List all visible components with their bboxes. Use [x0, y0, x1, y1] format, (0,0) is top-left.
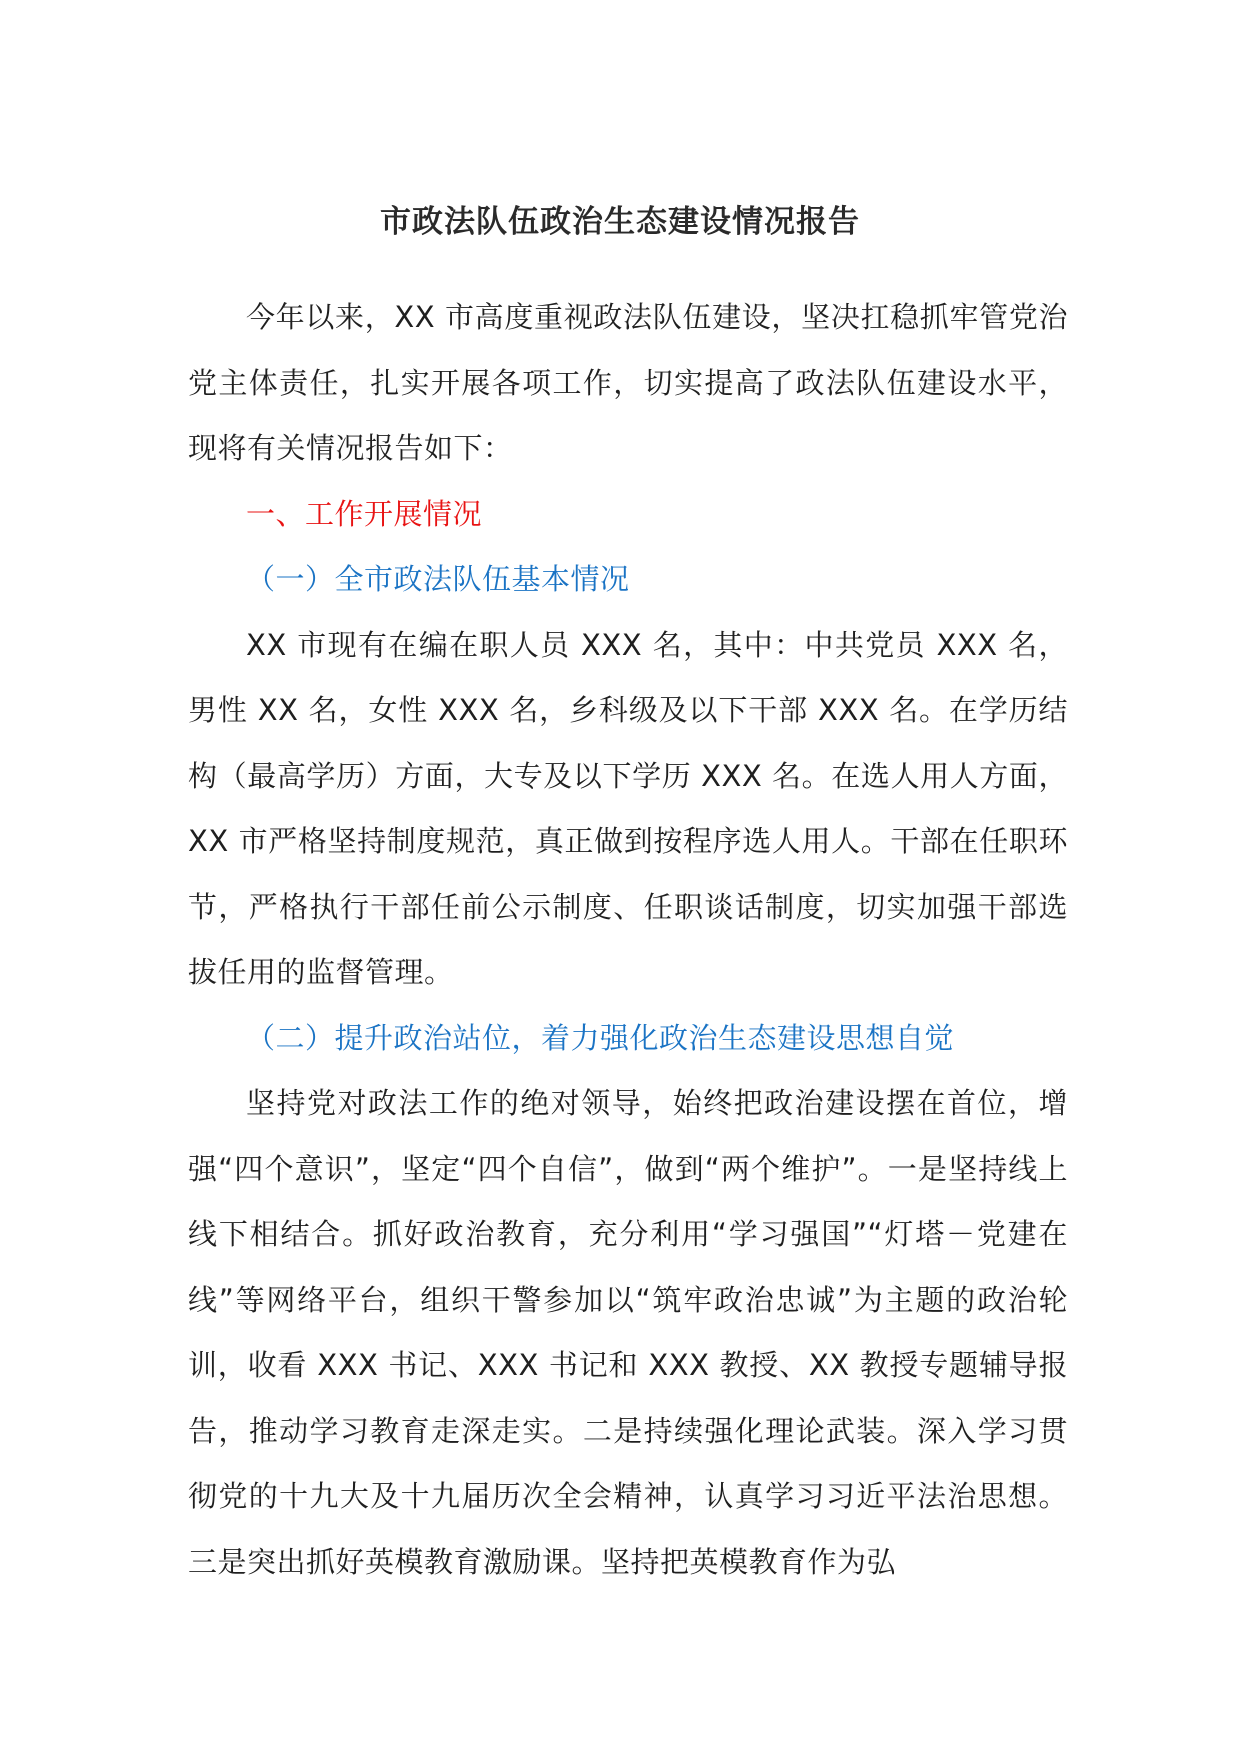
document-title: 市政法队伍政治生态建设情况报告	[380, 204, 860, 240]
subsection-heading-2: （二）提升政治站位，着力强化政治生态建设思想自觉	[246, 1020, 955, 1055]
intro-paragraph: 今年以来，XX 市高度重视政法队伍建设，坚决扛稳抓牢管党治党主体责任，扎实开展各项工作，切实提高了政法队伍建设水平，现将有关情况报告如下：	[188, 300, 1068, 465]
document-body	[188, 285, 1068, 1595]
subsection-heading-1: （一）全市政法队伍基本情况	[246, 562, 630, 596]
paragraph-2: 坚持党对政法工作的绝对领导，始终把政治建设摆在首位，增强“四个意识”，坚定“四个自信”，做到“两个维护”。一是坚持线上线下相结合。抓好政治教育，充分利用“学习强国”“灯塔－党建在线”等网络平台，组织干警参加以“筑牢政治忠诚”为主题的政治轮训，收看 XXX 书记、XXX 书记和 XXX 教授、XX 教授专题辅导报告，推动学习教育走深走实。二是持续强化理论武装。深入学习贯彻党的十九大及十九届历次全会精神，认真学习习近平法治思想。三是突出抓好英模教育激励课。坚持把英模教育作为弘	[188, 1086, 1068, 1579]
paragraph-1: XX 市现有在编在职人员 XXX 名，其中：中共党员 XXX 名，男性 XX 名，女性 XXX 名，乡科级及以下干部 XXX 名。在学历结构（最高学历）方面，大专及以下学历 XXX 名。在选人用人方面，XX 市严格坚持制度规范，真正做到按程序选人用人。干部在任职环节，严格执行干部任前公示制度、任职谈话制度，切实加强干部选拔任用的监督管理。	[188, 627, 1068, 989]
section-heading-1: 一、工作开展情况	[246, 496, 483, 531]
